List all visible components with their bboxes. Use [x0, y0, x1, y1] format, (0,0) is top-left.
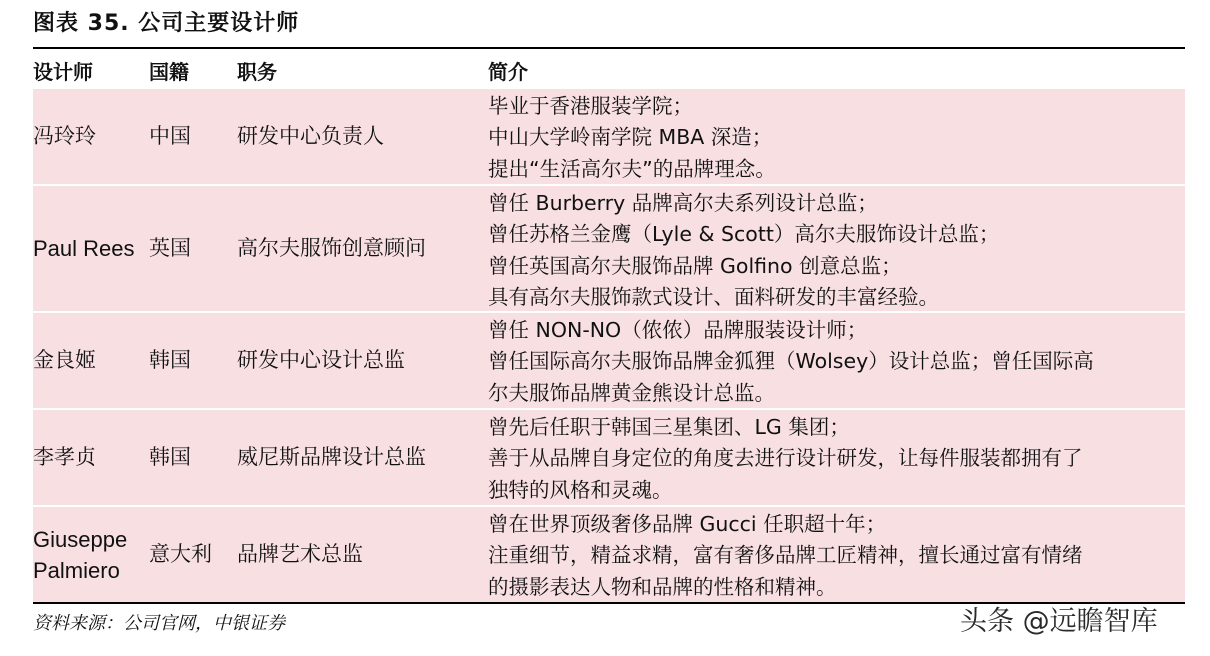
- intro-line: 注重细节，精益求精，富有奢侈品牌工匠精神，擅长通过富有情绪: [488, 543, 1083, 568]
- intro-line: 曾任英国高尔夫服饰品牌 Golfino 创意总监；: [488, 253, 902, 278]
- table-header: [33, 57, 1185, 87]
- intro: [488, 507, 1179, 602]
- nationality: 韩国: [149, 348, 191, 372]
- intro-line: 曾先后任职于韩国三星集团、LG 集团；: [488, 415, 850, 439]
- table-row: [33, 311, 1185, 408]
- intro: [488, 89, 1179, 184]
- intro-line: 毕业于香港服装学院；: [488, 94, 693, 118]
- intro-line: 中山大学岭南学院 MBA 深造；: [488, 125, 773, 150]
- nationality: 中国: [149, 124, 191, 148]
- nationality: 意大利: [149, 542, 212, 566]
- intro-line: 善于从品牌自身定位的角度去进行设计研发，让每件服装都拥有了: [488, 446, 1083, 471]
- intro: [488, 410, 1179, 505]
- intro-line: 独特的风格和灵魂。: [488, 477, 673, 502]
- intro-line: 曾任国际高尔夫服饰品牌金狐狸（Wolsey）设计总监；曾任国际高: [488, 349, 1094, 374]
- table-row: [33, 184, 1185, 311]
- intro-line: 曾任 NON-NO（侬侬）品牌服装设计师；: [488, 318, 868, 342]
- intro-line: 曾任 Burberry 品牌高尔夫系列设计总监；: [488, 191, 878, 215]
- intro-line: 具有高尔夫服饰款式设计、面料研发的丰富经验。: [488, 284, 939, 309]
- header-intro: 简介: [488, 60, 528, 84]
- watermark: 头条 @远瞻智库: [960, 606, 1158, 637]
- designer-name: 李孝贞: [33, 445, 96, 469]
- intro: [488, 313, 1179, 408]
- intro-line: 曾任苏格兰金鹰（Lyle & Scott）高尔夫服饰设计总监；: [488, 222, 1000, 247]
- intro-line: 曾在世界顶级奢侈品牌 Gucci 任职超十年；: [488, 512, 887, 536]
- table-row: [33, 505, 1185, 602]
- header-designer: 设计师: [33, 60, 93, 84]
- intro-line: 提出“生活高尔夫”的品牌理念。: [488, 156, 776, 181]
- position: 高尔夫服饰创意顾问: [237, 236, 426, 260]
- designer-name: 金良姬: [33, 348, 96, 372]
- designer-name: 冯玲玲: [33, 124, 96, 148]
- designer-name: Paul Rees: [33, 236, 135, 261]
- intro: [488, 186, 1179, 311]
- figure-title: 图表 35. 公司主要设计师: [33, 11, 300, 36]
- designer-table: [33, 57, 1185, 604]
- intro-line: 尔夫服饰品牌黄金熊设计总监。: [488, 380, 775, 405]
- intro-line: 的摄影表达人物和品牌的性格和精神。: [488, 574, 837, 599]
- source-note: 资料来源：公司官网，中银证券: [33, 613, 285, 634]
- header-position: 职务: [237, 60, 277, 84]
- position: 研发中心设计总监: [237, 348, 405, 372]
- nationality: 英国: [149, 236, 191, 260]
- header-nationality: 国籍: [149, 60, 189, 84]
- position: 品牌艺术总监: [237, 542, 363, 566]
- nationality: 韩国: [149, 445, 191, 469]
- title-rule: [33, 47, 1185, 49]
- position: 研发中心负责人: [237, 124, 384, 148]
- designer-name: Giuseppe Palmiero: [33, 526, 128, 583]
- table-row: [33, 87, 1185, 184]
- position: 威尼斯品牌设计总监: [237, 445, 426, 469]
- table-row: [33, 408, 1185, 505]
